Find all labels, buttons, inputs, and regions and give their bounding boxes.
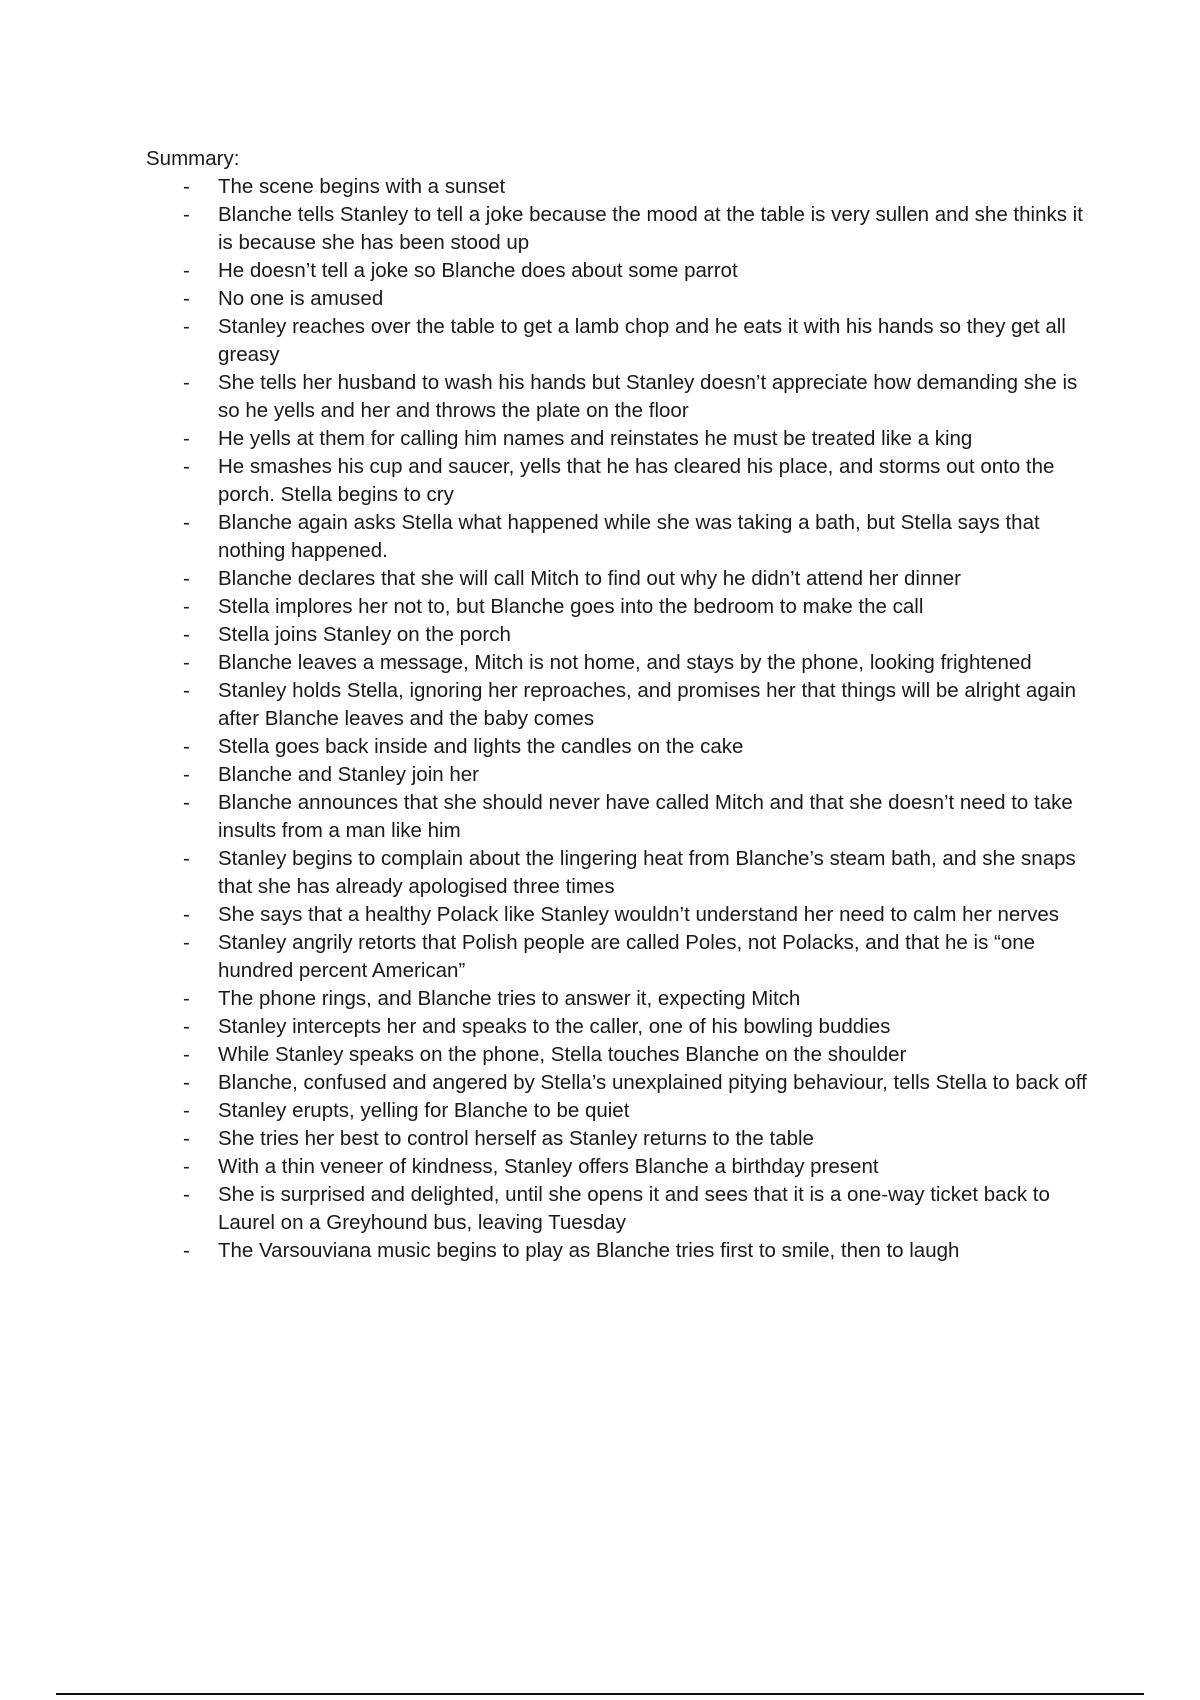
list-item-text: He smashes his cup and saucer, yells that he has cleared his place, and storms out onto the porch. Stella begins to cry [218,455,1055,506]
bullet-dash: - [183,1127,190,1150]
bullet-dash: - [183,931,190,954]
list-item-text: Blanche, confused and angered by Stella’s unexplained pitying behaviour, tells Stella to back off [218,1071,1087,1094]
list-item-text: Stella joins Stanley on the porch [218,623,511,646]
list-item [0,649,1200,677]
list-item-text: She is surprised and delighted, until she opens it and sees that it is a one-way ticket back to Laurel on a Greyhound bus, leaving Tuesday [218,1183,1050,1234]
bullet-dash: - [183,903,190,926]
list-item [0,1181,1200,1237]
list-item-text: Stanley erupts, yelling for Blanche to be quiet [218,1099,630,1122]
bullet-dash: - [183,175,190,198]
list-item-text: Blanche tells Stanley to tell a joke because the mood at the table is very sullen and she thinks it is because she has been stood up [218,203,1083,254]
bullet-dash: - [183,259,190,282]
list-item [0,1013,1200,1041]
bullet-dash: - [183,679,190,702]
list-item [0,425,1200,453]
list-item [0,621,1200,649]
list-item-text: Blanche leaves a message, Mitch is not home, and stays by the phone, looking frightened [218,651,1032,674]
summary-list [0,173,1200,1265]
bullet-dash: - [183,651,190,674]
list-item [0,985,1200,1013]
list-item-text: She tries her best to control herself as Stanley returns to the table [218,1127,814,1150]
bullet-dash: - [183,1015,190,1038]
list-item-text: Stella goes back inside and lights the candles on the cake [218,735,744,758]
list-item [0,761,1200,789]
summary-heading: Summary: [146,147,240,170]
list-item [0,1125,1200,1153]
list-item-text: Stanley holds Stella, ignoring her reproaches, and promises her that things will be alright again after Blanche leaves and the baby comes [218,679,1077,730]
list-item-text: No one is amused [218,287,384,310]
list-item-text: While Stanley speaks on the phone, Stella touches Blanche on the shoulder [218,1043,907,1066]
bullet-dash: - [183,427,190,450]
list-item-text: He doesn’t tell a joke so Blanche does about some parrot [218,259,738,282]
list-item-text: Stanley reaches over the table to get a lamb chop and he eats it with his hands so they get all greasy [218,315,1066,366]
list-item-text: With a thin veneer of kindness, Stanley offers Blanche a birthday present [218,1155,879,1178]
list-item [0,1153,1200,1181]
list-item [0,1069,1200,1097]
bullet-dash: - [183,623,190,646]
bullet-dash: - [183,763,190,786]
list-item [0,565,1200,593]
bullet-dash: - [183,791,190,814]
bullet-dash: - [183,315,190,338]
list-item [0,593,1200,621]
list-item [0,1097,1200,1125]
bullet-dash: - [183,1239,190,1262]
list-item-text: The Varsouviana music begins to play as Blanche tries first to smile, then to laugh [218,1239,960,1262]
list-item-text: Blanche declares that she will call Mitch to find out why he didn’t attend her dinner [218,567,961,590]
list-item-text: Blanche announces that she should never have called Mitch and that she doesn’t need to take insults from a man like him [218,791,1073,842]
list-item [0,313,1200,369]
bullet-dash: - [183,847,190,870]
list-item-text: She says that a healthy Polack like Stanley wouldn’t understand her need to calm her nerves [218,903,1059,926]
list-item-text: She tells her husband to wash his hands but Stanley doesn’t appreciate how demanding she is so he yells and her and throws the plate on the floor [218,371,1078,422]
list-item [0,733,1200,761]
bullet-dash: - [183,987,190,1010]
list-item-text: Blanche and Stanley join her [218,763,479,786]
list-item [0,509,1200,565]
bullet-dash: - [183,511,190,534]
bullet-dash: - [183,203,190,226]
bullet-dash: - [183,567,190,590]
list-item-text: Blanche again asks Stella what happened while she was taking a bath, but Stella says that nothing happened. [218,511,1040,562]
list-item [0,1237,1200,1265]
list-item-text: Stanley angrily retorts that Polish people are called Poles, not Polacks, and that he is “one hundred percent American” [218,931,1036,982]
list-item [0,1041,1200,1069]
list-item [0,369,1200,425]
list-item [0,453,1200,509]
bullet-dash: - [183,455,190,478]
bullet-dash: - [183,1043,190,1066]
bullet-dash: - [183,371,190,394]
list-item [0,929,1200,985]
list-item [0,845,1200,901]
page-bottom-rule [56,1693,1144,1695]
bullet-dash: - [183,1099,190,1122]
bullet-dash: - [183,1183,190,1206]
list-item [0,257,1200,285]
list-item-text: The phone rings, and Blanche tries to answer it, expecting Mitch [218,987,801,1010]
list-item [0,789,1200,845]
list-item [0,677,1200,733]
bullet-dash: - [183,595,190,618]
bullet-dash: - [183,287,190,310]
list-item [0,173,1200,201]
list-item [0,901,1200,929]
list-item-text: Stanley begins to complain about the lingering heat from Blanche’s steam bath, and she snaps that she has already apologised three times [218,847,1076,898]
list-item-text: He yells at them for calling him names and reinstates he must be treated like a king [218,427,973,450]
list-item-text: The scene begins with a sunset [218,175,506,198]
list-item-text: Stanley intercepts her and speaks to the caller, one of his bowling buddies [218,1015,891,1038]
bullet-dash: - [183,1071,190,1094]
list-item [0,285,1200,313]
bullet-dash: - [183,1155,190,1178]
bullet-dash: - [183,735,190,758]
list-item-text: Stella implores her not to, but Blanche goes into the bedroom to make the call [218,595,924,618]
list-item [0,201,1200,257]
